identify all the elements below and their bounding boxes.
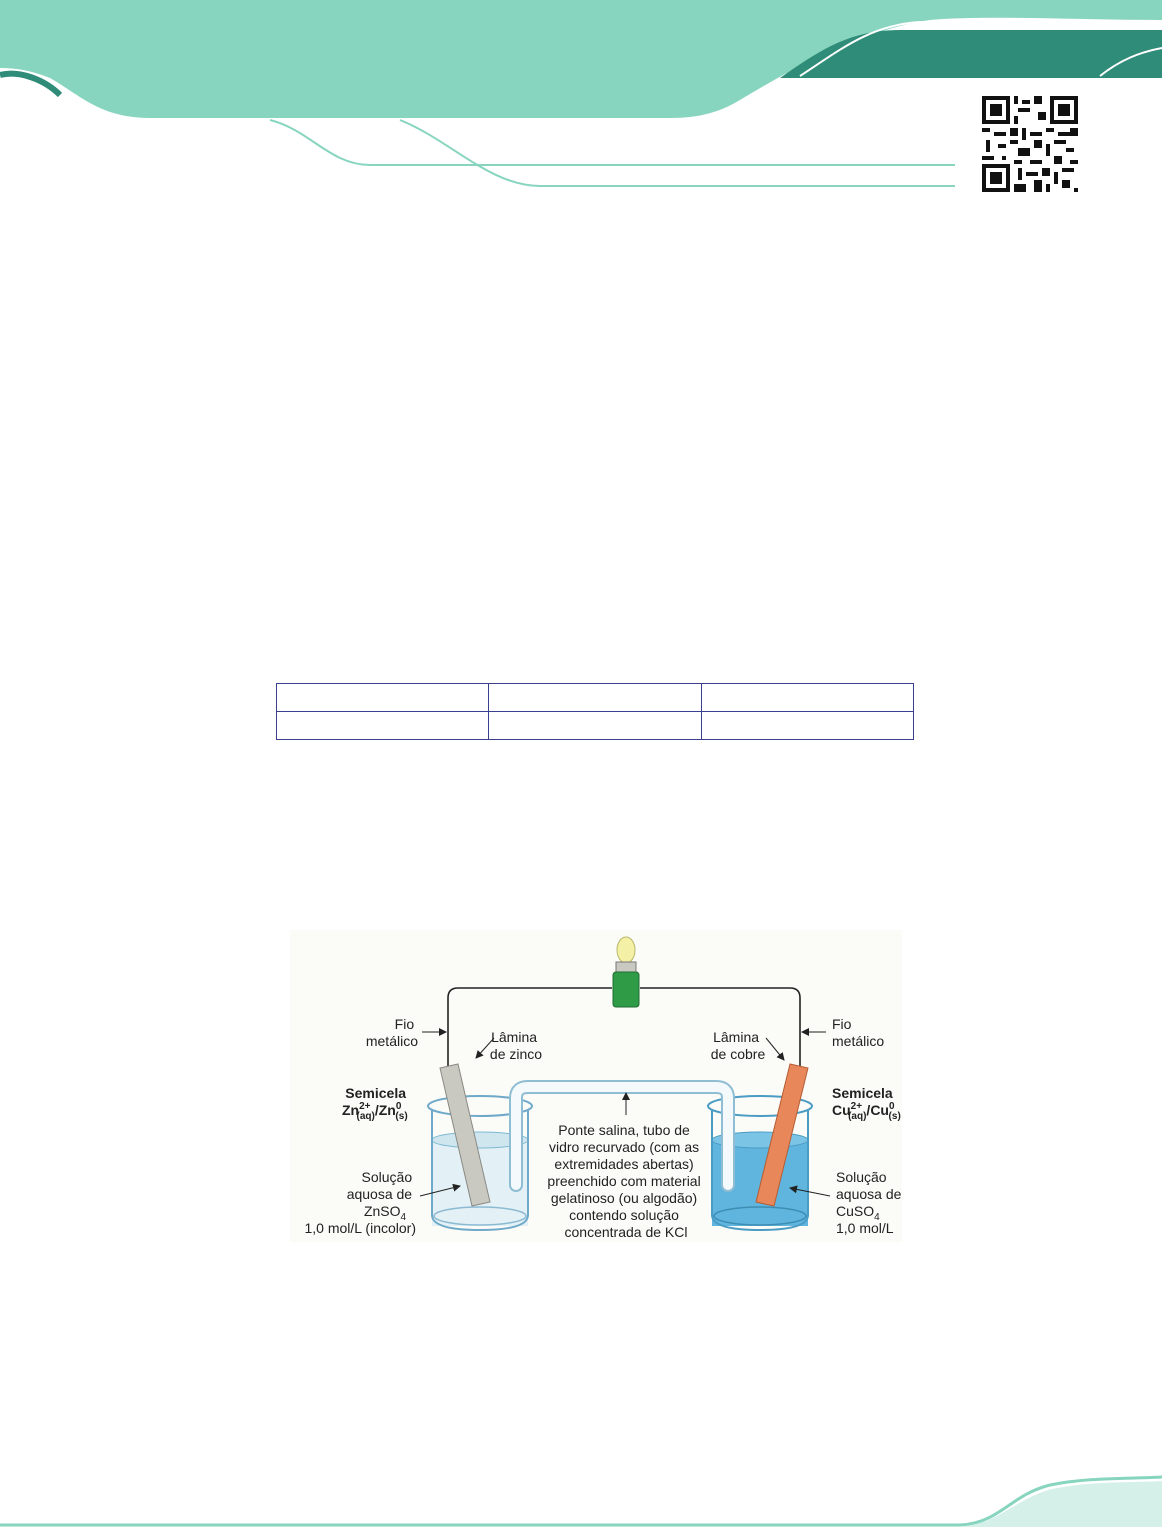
table-cell [277, 712, 489, 740]
footer-banner [0, 1465, 1162, 1527]
data-table [276, 683, 914, 740]
table-cell [489, 712, 701, 740]
table-cell [701, 684, 913, 712]
right-wire-label: Fio metálico [832, 1016, 885, 1049]
right-semicell-formula: $Cu^{2+}$ (aq)/Cu$^0$ (s) [832, 1101, 901, 1122]
left-semicell-title: Semicela [345, 1085, 406, 1101]
light-bulb-icon [613, 937, 639, 1007]
left-plate-label: Lâmina de zinco [489, 1029, 543, 1062]
qr-code-icon [982, 96, 1078, 192]
galvanic-cell-diagram [290, 930, 902, 1242]
right-solution-label: Solução aquosa de CuSO$_4$ 1,0 mol/L [836, 1169, 902, 1236]
salt-bridge-label: Ponte salina, tubo de vidro recurvado (com as extremidades abertas) preenchido com material gelatinoso (ou algodão) contendo solução concentrada de KCl [547, 1122, 701, 1240]
right-plate-label: Lâmina de cobre [710, 1029, 766, 1062]
table-row [277, 712, 914, 740]
left-solution-label: Solução aquosa de ZnSO$_4$ 1,0 mol/L (incolor) [304, 1169, 416, 1236]
table-cell [701, 712, 913, 740]
table-cell [277, 684, 489, 712]
right-semicell-title: Semicela [832, 1085, 893, 1101]
table-row [277, 684, 914, 712]
left-wire-label: Fio metálico [365, 1016, 418, 1049]
left-semicell-formula: $Zn^{2+}$ (aq)/Zn$^0$ (s) [342, 1101, 408, 1122]
table-cell [489, 684, 701, 712]
